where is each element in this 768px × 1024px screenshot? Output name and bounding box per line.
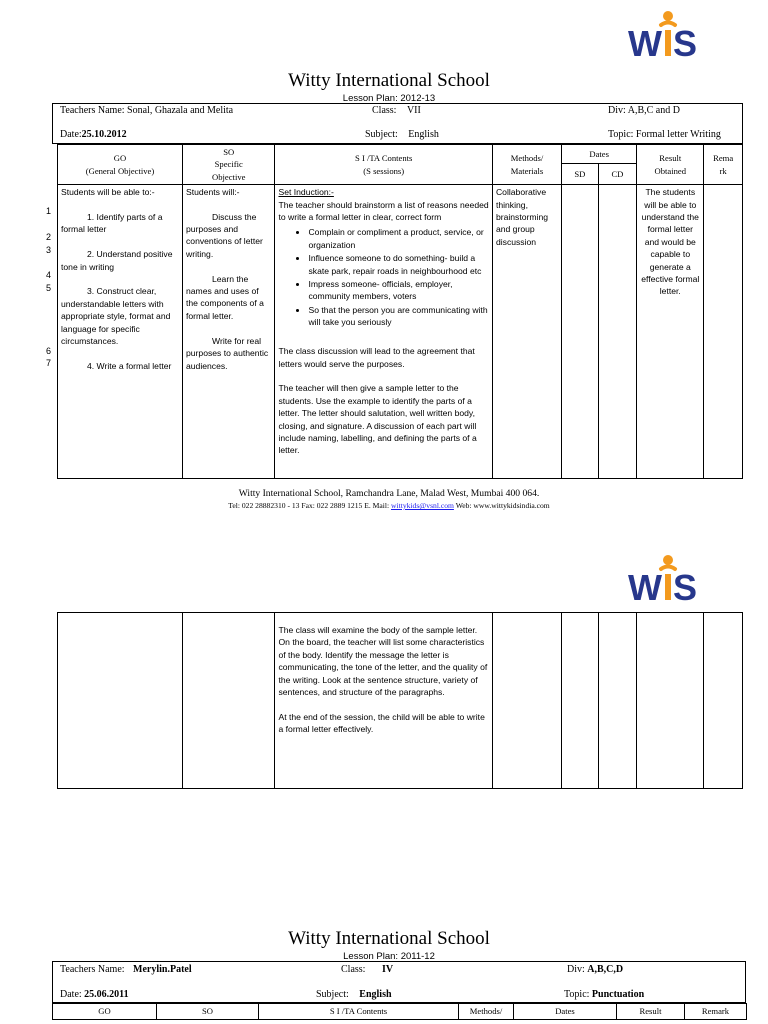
subject-field [316, 989, 392, 1000]
go-item: 3. Construct clear, understandable letters with appropriate style, format and language for specific circumstances. [61, 286, 171, 347]
subject-label: Subject: [365, 129, 398, 140]
date-value: 25.06.2011 [84, 989, 129, 1000]
go-cell: Students will be able to:- 1. Identify parts of a formal letter 2. Understand positive tone in writing 3. Construct clear, understandable letters with appropriate style, format and language for specific circumstances. 4. Write a formal letter [58, 185, 183, 479]
result-cell [637, 613, 704, 789]
line-number: 3 [46, 245, 52, 255]
go-cell [58, 613, 183, 789]
div-label: Div: [567, 964, 585, 975]
topic-field [608, 129, 721, 140]
topic-value: Formal letter Writing [635, 129, 721, 140]
date-field [60, 129, 127, 140]
date-value: 25.10.2012 [81, 129, 127, 140]
cd-cell [598, 185, 637, 479]
list-item: • Complain or compliment a product, service, or organization [308, 226, 488, 251]
school-title: Witty International School [288, 70, 490, 91]
so-cell: Students will:- Discuss the purposes and conventions of letter writing. Learn the names and uses of the components of a formal letter. Write for real purposes to authentic audiences. [183, 185, 275, 479]
date-label: Date: [60, 129, 82, 140]
sd-cell [562, 613, 599, 789]
footer-address: Witty International School, Ramchandra Lane, Malad West, Mumbai 400 064. [238, 488, 540, 499]
header-cd: CD [598, 164, 637, 185]
svg-text:W: W [628, 23, 662, 62]
div-value: A,B,C and D [627, 105, 680, 116]
header-methods: Methods/ [459, 1004, 514, 1020]
date-field [60, 989, 129, 1000]
so-cell [183, 613, 275, 789]
teachers-name [60, 964, 192, 975]
subject-field [365, 129, 439, 140]
class-label: Class: [372, 105, 397, 116]
sd-cell [562, 185, 599, 479]
list-item: • So that the person you are communicating with will take you seriously [308, 304, 488, 329]
div-field [608, 105, 680, 116]
result-cell: The students will be able to understand the formal letter and would be capable to generate a effective formal letter. [637, 185, 704, 479]
subject-value: English [408, 129, 439, 140]
lesson-plan-table [57, 144, 743, 479]
class-label: Class: [341, 964, 366, 975]
methods-cell: Collaborative thinking, brainstorming and group discussion [492, 185, 561, 479]
subject-label: Subject: [316, 989, 349, 1000]
wis-logo [628, 550, 702, 611]
teachers-label: Teachers Name: [60, 964, 125, 975]
header-go: GO [53, 1004, 157, 1020]
remark-cell [704, 613, 743, 789]
go-item: 4. Write a formal letter [87, 360, 172, 371]
cd-cell [598, 613, 637, 789]
so-item: Discuss the purposes and conventions of letter writing. [186, 211, 263, 259]
so-item: Write for real purposes to authentic audiences. [186, 335, 269, 371]
school-title: Witty International School [288, 928, 490, 949]
date-label: Date: [60, 989, 82, 1000]
header-result: Result Obtained [637, 145, 704, 185]
wis-logo-icon [628, 6, 702, 62]
email-link[interactable]: wittykids@vsnl.com [391, 501, 454, 510]
line-number: 4 [46, 270, 52, 280]
header-remark: Rema rk [704, 145, 743, 185]
wis-logo [628, 6, 702, 67]
svg-text:W: W [628, 567, 662, 606]
header-sita: S I /TA Contents [259, 1004, 459, 1020]
teachers-value: Sonal, Ghazala and Melita [127, 105, 234, 116]
header-so: SO Specific Objective [183, 145, 275, 185]
wis-logo-icon [628, 550, 702, 606]
class-field [341, 964, 393, 975]
list-item: • Influence someone to do something- build a skate park, repair roads in neighbourhood etc [308, 252, 488, 277]
topic-label: Topic: [608, 129, 634, 140]
header-remark: Remark [685, 1004, 747, 1020]
sita-cell: The class will examine the body of the sample letter. On the board, the teacher will list some characteristics of the body. Identify the message the letter is communicating, the tone of the letter, and the quality of the writing. Look at the sentence structure, variety of sentences, and structure of the paragraphs. At the end of the session, the child will be able to write a formal letter effectively. [275, 613, 492, 789]
div-label: Div: [608, 105, 626, 116]
svg-text:S: S [673, 567, 698, 606]
header-dates: Dates [562, 145, 637, 164]
svg-text:S: S [673, 23, 698, 62]
topic-value: Punctuation [591, 989, 645, 1000]
sita-cell: Set Induction:- The teacher should brainstorm a list of reasons needed to write a formal letter in clear, correct form • Complain or compliment a product, service, or organization • Influence someone to do something- build a skate park, repair roads in neighbourhood etc • Impress someone- officials, employer, community members, voters • So that the person you are communicating with will take you seriously The class discussion will lead to the agreement that letters would serve the purposes. The teacher will then give a sample letter to the students. Use the example to identify the parts of a letter. The letter should salutation, well written body, closing, and signature. A discussion of each part will include naming, labelling, and defining the parts of a letter. [275, 185, 492, 479]
methods-cell [492, 613, 561, 789]
lesson-plan-table-2 [52, 1003, 747, 1020]
class-value: VII [406, 105, 421, 116]
subject-value: English [359, 989, 392, 1000]
teachers-label: Teachers Name: [60, 105, 125, 116]
line-number: 6 [46, 346, 52, 356]
lesson-plan-year: Lesson Plan: 2011-12 [343, 951, 435, 962]
header-result: Result [617, 1004, 685, 1020]
line-number: 5 [46, 283, 52, 293]
line-number: 2 [46, 232, 52, 242]
header-dates: Dates [514, 1004, 617, 1020]
header-sita: S I /TA Contents (S sessions) [275, 145, 492, 185]
div-field [567, 964, 623, 975]
teachers-name [60, 105, 233, 116]
topic-label: Topic: [564, 989, 590, 1000]
remark-cell [704, 185, 743, 479]
go-item: 1. Identify parts of a formal letter [61, 212, 163, 235]
lesson-plan-year: Lesson Plan: 2012-13 [342, 93, 436, 104]
header-go: GO (General Objective) [58, 145, 183, 185]
class-value: IV [381, 964, 394, 975]
line-number: 1 [46, 206, 52, 216]
reasons-list [278, 226, 488, 328]
header-so: SO [157, 1004, 259, 1020]
div-value: A,B,C,D [587, 964, 624, 975]
line-number: 7 [46, 358, 52, 368]
go-item: 2. Understand positive tone in writing [61, 249, 173, 272]
class-field [372, 105, 421, 116]
so-item: Learn the names and uses of the components of a formal letter. [186, 273, 264, 321]
continuation-table [57, 612, 743, 789]
list-item: • Impress someone- officials, employer, community members, voters [308, 278, 488, 303]
set-induction-heading: Set Induction:- [278, 187, 334, 198]
topic-field [564, 989, 644, 1000]
header-sd: SD [562, 164, 599, 185]
footer-contact: Tel: 022 28882310 - 13 Fax: 022 2889 1215 E. Mail: wittykids@vsnl.com Web: www.wittykidsindia.com [228, 501, 550, 510]
teachers-value: Merylin.Patel [133, 964, 192, 975]
header-methods: Methods/ Materials [492, 145, 561, 185]
